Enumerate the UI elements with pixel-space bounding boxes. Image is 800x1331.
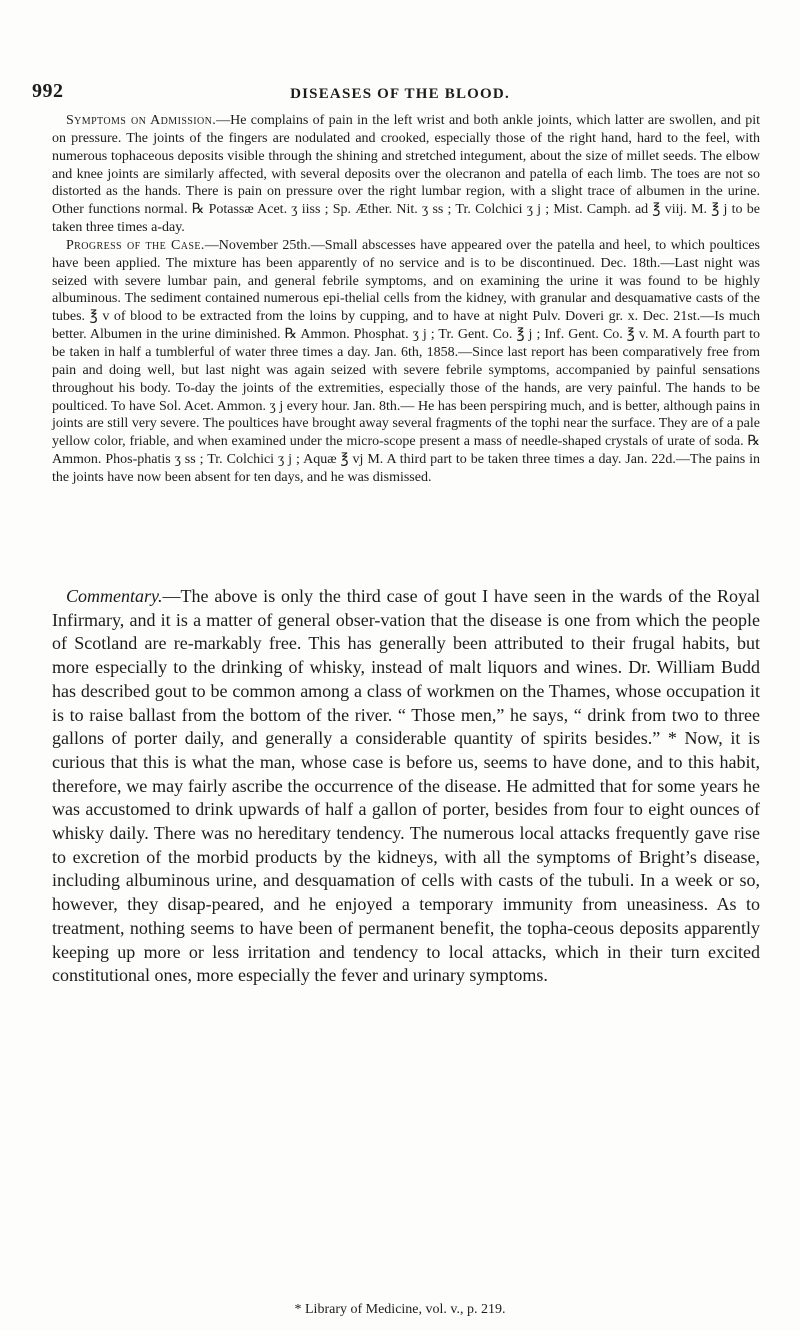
case-notes <box>52 112 760 487</box>
progress-paragraph <box>52 237 760 487</box>
commentary-paragraph <box>52 585 760 988</box>
page-number: 992 <box>32 80 64 102</box>
commentary-heading: Commentary. <box>66 586 163 606</box>
symptoms-text: —He complains of pain in the left wrist and both ankle joints, which latter are swollen, and pit on pressure. The joints of the fingers are nodulated and crooked, especially those of the right hand, hard to the feel, with numerous tophaceous deposits visible through the shining and stretched integument, about the size of millet seeds. The elbow and knee joints are similarly affected, with several deposits over the olecranon and patella of each limb. The toes are not so distorted as the hands. There is pain on pressure over the right lumbar region, with a slight trace of albumen in the urine. Other functions normal. ℞ Potassæ Acet. ʒ iiss ; Sp. Æther. Nit. ʒ ss ; Tr. Colchici ʒ j ; Mist. Camph. ad ℥ viij. M. ℥ j to be taken three times a-day. <box>52 113 760 236</box>
commentary-text: —The above is only the third case of gout I have seen in the wards of the Royal Infirmary, and it is a matter of general obser-vation that the disease is one from which the people of Scotland are re-markably free. This has generally been attributed to their frugal habits, but more especially to the drinking of whisky, instead of malt liquors and wines. Dr. William Budd has described gout to be common among a class of workmen on the Thames, whose occupation it is to raise ballast from the bottom of the river. “ Those men,” he says, “ drink from two to three gallons of porter daily, and generally a considerable quantity of spirits besides.” * Now, it is curious that this is what the man, whose case is before us, seems to have done, and to this habit, therefore, we may fairly ascribe the occurrence of the disease. He admitted that for some years he was accustomed to drink upwards of half a gallon of porter, besides from four to eight ounces of whisky daily. There was no hereditary tendency. The numerous local attacks frequently gave rise to excretion of the morbid products by the kidneys, with all the symptoms of Bright’s disease, including albuminous urine, and desquamation of cells with casts of the tubuli. In a week or so, however, they disap-peared, and he enjoyed a temporary immunity from uneasiness. As to treatment, nothing seems to have been of permanent benefit, the topha-ceous deposits apparently keeping up more or less irritation and tendency to local attacks, which in their turn excited constitutional ones, more especially the fever and urinary symptoms. <box>52 586 760 986</box>
symptoms-heading: Symptoms on Admission. <box>66 113 217 128</box>
progress-heading: Progress of the Case. <box>66 237 205 253</box>
footnote: * Library of Medicine, vol. v., p. 219. <box>294 1302 506 1317</box>
progress-text: —November 25th.—Small abscesses have appeared over the patella and heel, to which poultices have been applied. The mixture has been apparently of no service and is to be discontinued. Dec. 18th.—Last night was seized with severe lumbar pain, and general febrile symptoms, and on examining the urine it was found to be highly albuminous. The sediment contained numerous epi-thelial cells from the kidney, with granular and desquamative casts of the tubes. ℥ v of blood to be extracted from the loins by cupping, and to have at night Pulv. Doveri gr. x. Dec. 21st.—Is much better. Albumen in the urine diminished. ℞ Ammon. Phosphat. ʒ j ; Tr. Gent. Co. ℥ j ; Inf. Gent. Co. ℥ v. M. A fourth part to be taken in half a tumblerful of water three times a day. Jan. 6th, 1858.—Since last report has been comparatively free from pain and doing well, but last night was again seized with severe febrile symptoms, accompanied by painful sensations throughout his body. To-day the joints of the extremities, especially those of the hands, are very painful. The hands to be poulticed. To have Sol. Acet. Ammon. ʒ j every hour. Jan. 8th.— He has been perspiring much, and is better, although pains in joints are still very severe. The poultices have brought away several fragments of the tophi near the surface. They are of a pale yellow color, friable, and when examined under the micro-scope present a mass of needle-shaped crystals of urate of soda. ℞ Ammon. Phos-phatis ʒ ss ; Tr. Colchici ʒ j ; Aquæ ℥ vj M. A third part to be taken three times a day. Jan. 22d.—The pains in the joints have now been absent for ten days, and he was dismissed. <box>52 237 760 485</box>
commentary-section <box>52 585 760 988</box>
symptoms-paragraph <box>52 112 760 237</box>
running-head: DISEASES OF THE BLOOD. <box>290 86 510 102</box>
